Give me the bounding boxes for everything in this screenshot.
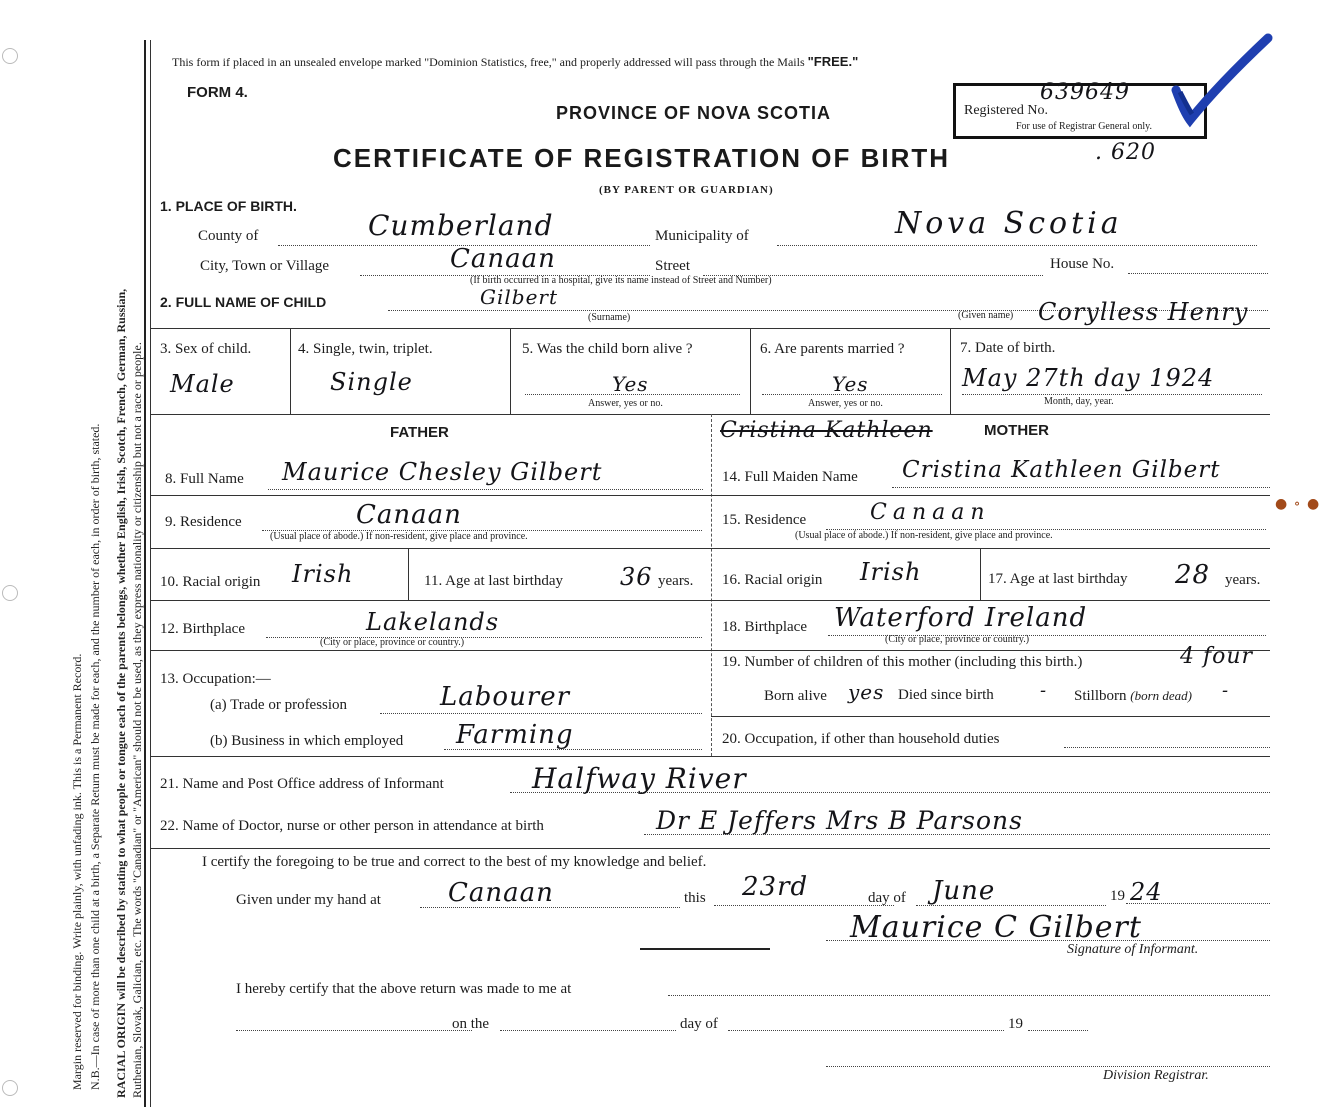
this-label: this — [684, 890, 706, 906]
parents-married-caption: Answer, yes or no. — [808, 398, 883, 409]
ink-blot: ● ∘ ● — [1275, 496, 1320, 512]
county-label: County of — [198, 228, 259, 244]
margin-note-racial-origin-cont: Ruthenian, Slovak, Galician, etc. The words "Canadian" or "American" should not be used, as they express nationality or citizenship but not a race or people. — [130, 342, 144, 1098]
certificate-title: CERTIFICATE OF REGISTRATION OF BIRTH — [333, 143, 951, 173]
father-race-label: 10. Racial origin — [160, 574, 261, 590]
day-of-label: day of — [868, 890, 906, 906]
born-alive-count-label: Born alive — [764, 688, 827, 704]
mother-birthplace-caption: (City or place, province or country.) — [885, 634, 1030, 645]
year-line — [1126, 903, 1270, 904]
hospital-note: (If birth occurred in a hospital, give its name instead of Street and Number) — [470, 275, 772, 286]
surname-caption: (Surname) — [588, 312, 631, 323]
father-residence-label: 9. Residence — [165, 514, 242, 530]
certificate-subtitle: (BY PARENT OR GUARDIAN) — [599, 184, 774, 196]
short-rule — [640, 948, 770, 950]
divider-16-17 — [980, 548, 981, 600]
mother-age-unit: years. — [1225, 572, 1261, 588]
division-registrar-caption: Division Registrar. — [1103, 1068, 1209, 1083]
year-value: 24 — [1130, 878, 1163, 906]
punch-hole-bottom — [2, 1080, 18, 1096]
child-surname-value: Gilbert — [480, 285, 559, 309]
date-of-birth-caption: Month, day, year. — [1044, 396, 1114, 407]
died-since-birth-value: - — [1040, 680, 1048, 701]
born-alive-count-value: yes — [848, 680, 885, 704]
title-handwritten-mark: . 620 — [1095, 140, 1156, 165]
stillborn-italic: (born dead) — [1130, 688, 1193, 703]
informant-label: 21. Name and Post Office address of Informant — [160, 776, 444, 792]
day-value: 23rd — [742, 872, 809, 902]
father-residence-value: Canaan — [356, 500, 462, 530]
parents-married-label: 6. Are parents married ? — [760, 341, 905, 357]
year-prefix: 19 — [1110, 888, 1125, 904]
informant-value: Halfway River — [532, 762, 747, 795]
border-left-inner — [150, 40, 151, 1107]
divider-3-4 — [290, 328, 291, 414]
margin-note-binding: Margin reserved for binding. Write plainly, with unfading ink. This is a Permanent Record. — [70, 653, 84, 1090]
mother-name-line — [892, 487, 1270, 488]
registrar-year-prefix: 19 — [1008, 1016, 1023, 1032]
father-age-label: 11. Age at last birthday — [424, 573, 563, 589]
mother-heading-struck: Cristina Kathleen — [720, 418, 933, 443]
mother-age-label: 17. Age at last birthday — [988, 571, 1128, 587]
father-residence-caption: (Usual place of abode.) If non-resident, give place and province. — [270, 531, 528, 542]
father-name-value: Maurice Chesley Gilbert — [282, 458, 603, 486]
municipality-line — [777, 245, 1257, 246]
trade-label: (a) Trade or profession — [210, 697, 348, 713]
plurality-value: Single — [330, 368, 413, 396]
registrar-note: For use of Registrar General only. — [1016, 121, 1152, 132]
punch-hole-middle — [2, 585, 18, 601]
province-heading: PROVINCE OF NOVA SCOTIA — [556, 103, 832, 123]
city-label: City, Town or Village — [200, 258, 330, 274]
registrar-on-the-line — [500, 1030, 676, 1031]
city-value: Canaan — [450, 244, 556, 274]
born-alive-label: 5. Was the child born alive ? — [522, 341, 693, 357]
mother-residence-value: Canaan — [870, 500, 991, 525]
rule-after-child-row — [150, 414, 1270, 415]
registrar-on-the: on the — [452, 1016, 490, 1032]
divider-4-5 — [510, 328, 511, 414]
mother-residence-label: 15. Residence — [722, 512, 807, 528]
mother-birthplace-value: Waterford Ireland — [834, 603, 1088, 633]
informant-signature: Maurice C Gilbert — [850, 910, 1142, 945]
day-line — [714, 905, 894, 906]
parents-married-value: Yes — [832, 372, 869, 396]
rule-after-name — [150, 328, 1270, 329]
municipality-label: Municipality of — [655, 228, 749, 244]
sex-value: Male — [170, 370, 235, 398]
registrar-place-line — [668, 995, 1270, 996]
father-birthplace-caption: (City or place, province or country.) — [320, 637, 465, 648]
rule-after-full-names — [150, 495, 1270, 496]
trade-value: Labourer — [440, 682, 571, 712]
mail-free-text: "FREE." — [807, 54, 859, 69]
mother-occupation-label: 20. Occupation, if other than household duties — [722, 731, 1000, 747]
month-value: June — [932, 876, 996, 906]
street-label: Street — [655, 258, 690, 274]
father-age-value: 36 — [620, 563, 653, 591]
attendant-label: 22. Name of Doctor, nurse or other person in attendance at birth — [160, 818, 544, 834]
mother-race-value: Irish — [860, 558, 922, 586]
children-count-value: 4 four — [1180, 644, 1254, 669]
mail-notice — [172, 54, 858, 70]
center-divider — [711, 414, 712, 756]
given-name-caption: (Given name) — [958, 310, 1014, 321]
child-name-label: 2. FULL NAME OF CHILD — [160, 294, 327, 310]
rule-after-occupation — [150, 756, 1270, 757]
signature-caption: Signature of Informant. — [1067, 942, 1199, 957]
form-number: FORM 4. — [187, 84, 248, 101]
born-alive-value: Yes — [612, 372, 649, 396]
signature-line — [826, 940, 1270, 941]
registrar-statement: I hereby certify that the above return was made to me at — [236, 981, 572, 997]
registrar-month-line — [728, 1030, 1004, 1031]
rule-after-race — [150, 600, 1270, 601]
rule-after-attendant — [150, 848, 1270, 849]
child-given-name-value: Corylless Henry — [1038, 298, 1249, 326]
registrar-year-line — [1028, 1030, 1088, 1031]
mother-heading: MOTHER — [984, 422, 1049, 439]
rule-after-residence — [150, 548, 1270, 549]
registrar-day-of: day of — [680, 1016, 718, 1032]
rule-before-20 — [711, 716, 1270, 717]
date-of-birth-line — [962, 394, 1262, 395]
stillborn-label — [1074, 688, 1192, 705]
border-left-outer — [144, 40, 146, 1107]
father-birthplace-label: 12. Birthplace — [160, 621, 245, 637]
given-under-hand-label: Given under my hand at — [236, 892, 381, 908]
mother-birthplace-label: 18. Birthplace — [722, 619, 807, 635]
registered-number: 639649 — [1040, 80, 1130, 105]
divider-6-7 — [950, 328, 951, 414]
mother-race-label: 16. Racial origin — [722, 572, 823, 588]
born-alive-caption: Answer, yes or no. — [588, 398, 663, 409]
county-value: Cumberland — [368, 209, 554, 242]
registrar-prefix-line — [236, 1030, 472, 1031]
division-registrar-line — [826, 1066, 1270, 1067]
father-name-label: 8. Full Name — [165, 471, 244, 487]
mail-notice-text: This form if placed in an unsealed envelope marked "Dominion Statistics, free," and properly addressed will pass through the Mails — [172, 55, 805, 69]
children-count-label: 19. Number of children of this mother (including this birth.) — [722, 654, 1083, 670]
divider-5-6 — [750, 328, 751, 414]
place-of-birth-label: 1. PLACE OF BIRTH. — [160, 198, 297, 214]
blue-check-mark — [1168, 30, 1278, 130]
given-place-value: Canaan — [448, 878, 554, 908]
mother-name-value: Cristina Kathleen Gilbert — [902, 457, 1221, 483]
business-value: Farming — [456, 720, 574, 750]
margin-note-multiple-births: N.B.—In case of more than one child at a birth, a Separate Return must be made for each, and the number of each, in order of birth, stated. — [88, 423, 102, 1090]
father-heading: FATHER — [390, 424, 449, 441]
father-birthplace-value: Lakelands — [366, 608, 500, 636]
date-of-birth-value: May 27th day 1924 — [962, 364, 1215, 392]
died-since-birth-label: Died since birth — [898, 687, 994, 703]
sex-label: 3. Sex of child. — [160, 341, 252, 357]
punch-hole-top — [2, 48, 18, 64]
divider-10-11 — [408, 548, 409, 600]
mother-name-label: 14. Full Maiden Name — [722, 469, 858, 485]
house-number-label: House No. — [1050, 256, 1115, 272]
mother-residence-caption: (Usual place of abode.) If non-resident, give place and province. — [795, 530, 1053, 541]
municipality-value: Nova Scotia — [895, 206, 1123, 241]
mother-occupation-line — [1064, 747, 1270, 748]
rule-after-birthplace — [150, 650, 1270, 651]
occupation-label: 13. Occupation:— — [160, 671, 271, 687]
attendant-value: Dr E Jeffers Mrs B Parsons — [656, 806, 1023, 835]
house-number-line — [1128, 273, 1268, 274]
registered-label: Registered No. — [964, 103, 1048, 118]
father-age-unit: years. — [658, 573, 694, 589]
stillborn-value: - — [1222, 680, 1230, 701]
business-label: (b) Business in which employed — [210, 733, 404, 749]
certification-statement: I certify the foregoing to be true and correct to the best of my knowledge and belief. — [202, 854, 707, 870]
father-race-value: Irish — [292, 560, 354, 588]
date-of-birth-label: 7. Date of birth. — [960, 340, 1056, 356]
stillborn-text: Stillborn — [1074, 688, 1127, 704]
plurality-label: 4. Single, twin, triplet. — [298, 341, 433, 357]
trade-line — [380, 713, 702, 714]
margin-note-racial-origin: RACIAL ORIGIN will be described by stating to what people or tongue each of the parents belongs, whether English, Irish, Scotch, French, German, Russian, — [114, 288, 128, 1098]
mother-age-value: 28 — [1175, 560, 1211, 590]
father-name-line — [268, 489, 703, 490]
